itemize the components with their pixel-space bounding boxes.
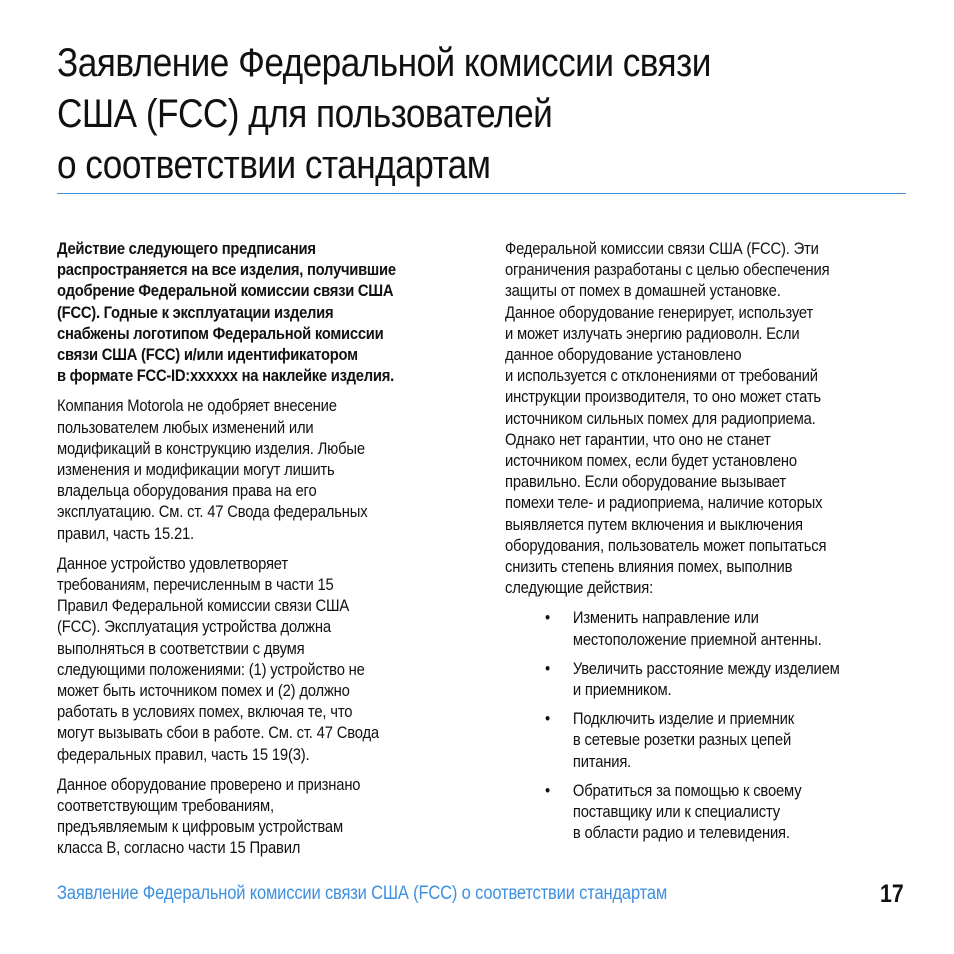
text-line: Обратиться за помощью к своему <box>572 780 802 800</box>
text-line: и приемником. <box>572 680 672 700</box>
text-line: владельца оборудования права на его <box>57 481 317 501</box>
text-line: соответствующим требованиям, <box>57 796 274 816</box>
text-line: ограничения разработаны с целью обеспечения <box>505 260 830 280</box>
text-line: снабжены логотипом Федеральной комиссии <box>57 323 384 343</box>
text-line: помехи теле- и радиоприема, наличие которых <box>505 493 823 513</box>
bullet-icon: • <box>545 658 551 678</box>
text-line: в формате FCC-ID:xxxxxx на наклейке изделия. <box>57 366 394 386</box>
interference-paragraph <box>505 238 888 598</box>
text-line: могут вызывать сбои в работе. См. ст. 47 Свода <box>57 723 379 743</box>
text-line: защиты от помех в домашней установке. <box>505 281 781 301</box>
text-line: предъявляемым к цифровым устройствам <box>57 817 343 837</box>
text-line: пользователем любых изменений или <box>57 417 314 437</box>
text-line: может быть источником помех и (2) должно <box>57 681 350 701</box>
right-column <box>505 238 945 851</box>
text-line: и может излучать энергию радиоволн. Если <box>505 323 800 343</box>
text-line: данное оборудование установлено <box>505 345 742 365</box>
text-line: поставщику или к специалисту <box>572 802 780 822</box>
text-line: местоположение приемной антенны. <box>572 629 822 649</box>
text-line: и используется с отклонениями от требований <box>505 366 818 386</box>
bold-intro-paragraph <box>57 238 440 386</box>
text-line: оборудования, пользователь может попытаться <box>505 535 827 555</box>
text-line: правил, часть 15.21. <box>57 523 194 543</box>
text-line: модификаций в конструкцию изделия. Любые <box>57 438 365 458</box>
text-line: источником сильных помех для радиоприема. <box>505 408 816 428</box>
title-line: о соответствии стандартам <box>57 143 491 187</box>
text-line: связи США (FCC) и/или идентификатором <box>57 345 358 365</box>
title-line: Заявление Федеральной комиссии связи <box>57 41 711 85</box>
list-item <box>505 658 888 700</box>
text-line: (FCC). Эксплуатация устройства должна <box>57 617 331 637</box>
text-line: Компания Motorola не одобряет внесение <box>57 396 337 416</box>
text-line: Действие следующего предписания <box>57 239 316 258</box>
text-line: класса B, согласно части 15 Правил <box>57 838 301 858</box>
list-item <box>505 607 888 649</box>
text-line: эксплуатацию. См. ст. 47 Свода федеральных <box>57 502 368 522</box>
text-line: следующими положениями: (1) устройство не <box>57 659 365 679</box>
text-line: выявляется путем включения и выключения <box>505 514 803 534</box>
text-line: (FCC). Годные к эксплуатации изделия <box>57 302 334 322</box>
page-number: 17 <box>880 880 904 908</box>
part-15-compliance-paragraph <box>57 553 440 765</box>
left-column <box>57 238 497 868</box>
footer-section-title: Заявление Федеральной комиссии связи США (FCC) о соответствии стандартам <box>57 883 668 904</box>
text-line: Однако нет гарантии, что оно не станет <box>505 429 771 449</box>
bullet-icon: • <box>545 608 551 628</box>
text-line: снизить степень влияния помех, выполнив <box>505 557 793 577</box>
title-line: США (FCC) для пользователей <box>57 92 553 136</box>
text-line: в сетевые розетки разных цепей <box>572 730 792 750</box>
text-line: работать в условиях помех, включая те, что <box>57 702 353 722</box>
text-line: Правил Федеральной комиссии связи США <box>57 596 350 616</box>
text-line: следующие действия: <box>505 578 654 598</box>
text-line: Данное оборудование генерирует, использует <box>505 302 814 322</box>
page-title <box>57 38 814 191</box>
text-line: Подключить изделие и приемник <box>572 709 795 729</box>
bullet-icon: • <box>545 709 551 729</box>
class-b-paragraph <box>57 774 440 859</box>
list-item <box>505 780 888 844</box>
text-line: Федеральной комиссии связи США (FCC). Эти <box>505 239 819 258</box>
text-line: правильно. Если оборудование вызывает <box>505 472 786 492</box>
title-divider <box>57 193 906 194</box>
text-line: в области радио и телевидения. <box>572 823 790 843</box>
text-line: Данное оборудование проверено и признано <box>57 774 361 794</box>
bullet-icon: • <box>545 780 551 800</box>
motorola-modifications-paragraph <box>57 395 440 543</box>
remedy-list <box>505 607 888 843</box>
text-line: одобрение Федеральной комиссии связи США <box>57 281 394 301</box>
text-line: Изменить направление или <box>572 608 759 628</box>
text-line: питания. <box>572 751 632 771</box>
text-line: выполняться в соответствии с двумя <box>57 638 305 658</box>
text-line: источником помех, если будет установлено <box>505 451 797 471</box>
text-line: распространяется на все изделия, получившие <box>57 260 396 280</box>
text-line: изменения и модификации могут лишить <box>57 460 335 480</box>
list-item <box>505 708 888 772</box>
text-line: Увеличить расстояние между изделием <box>572 658 840 678</box>
text-line: федеральных правил, часть 15 19(3). <box>57 744 310 764</box>
text-line: требованиям, перечисленным в части 15 <box>57 575 334 595</box>
text-line: Данное устройство удовлетворяет <box>57 553 288 573</box>
text-line: инструкции производителя, то оно может стать <box>505 387 821 407</box>
